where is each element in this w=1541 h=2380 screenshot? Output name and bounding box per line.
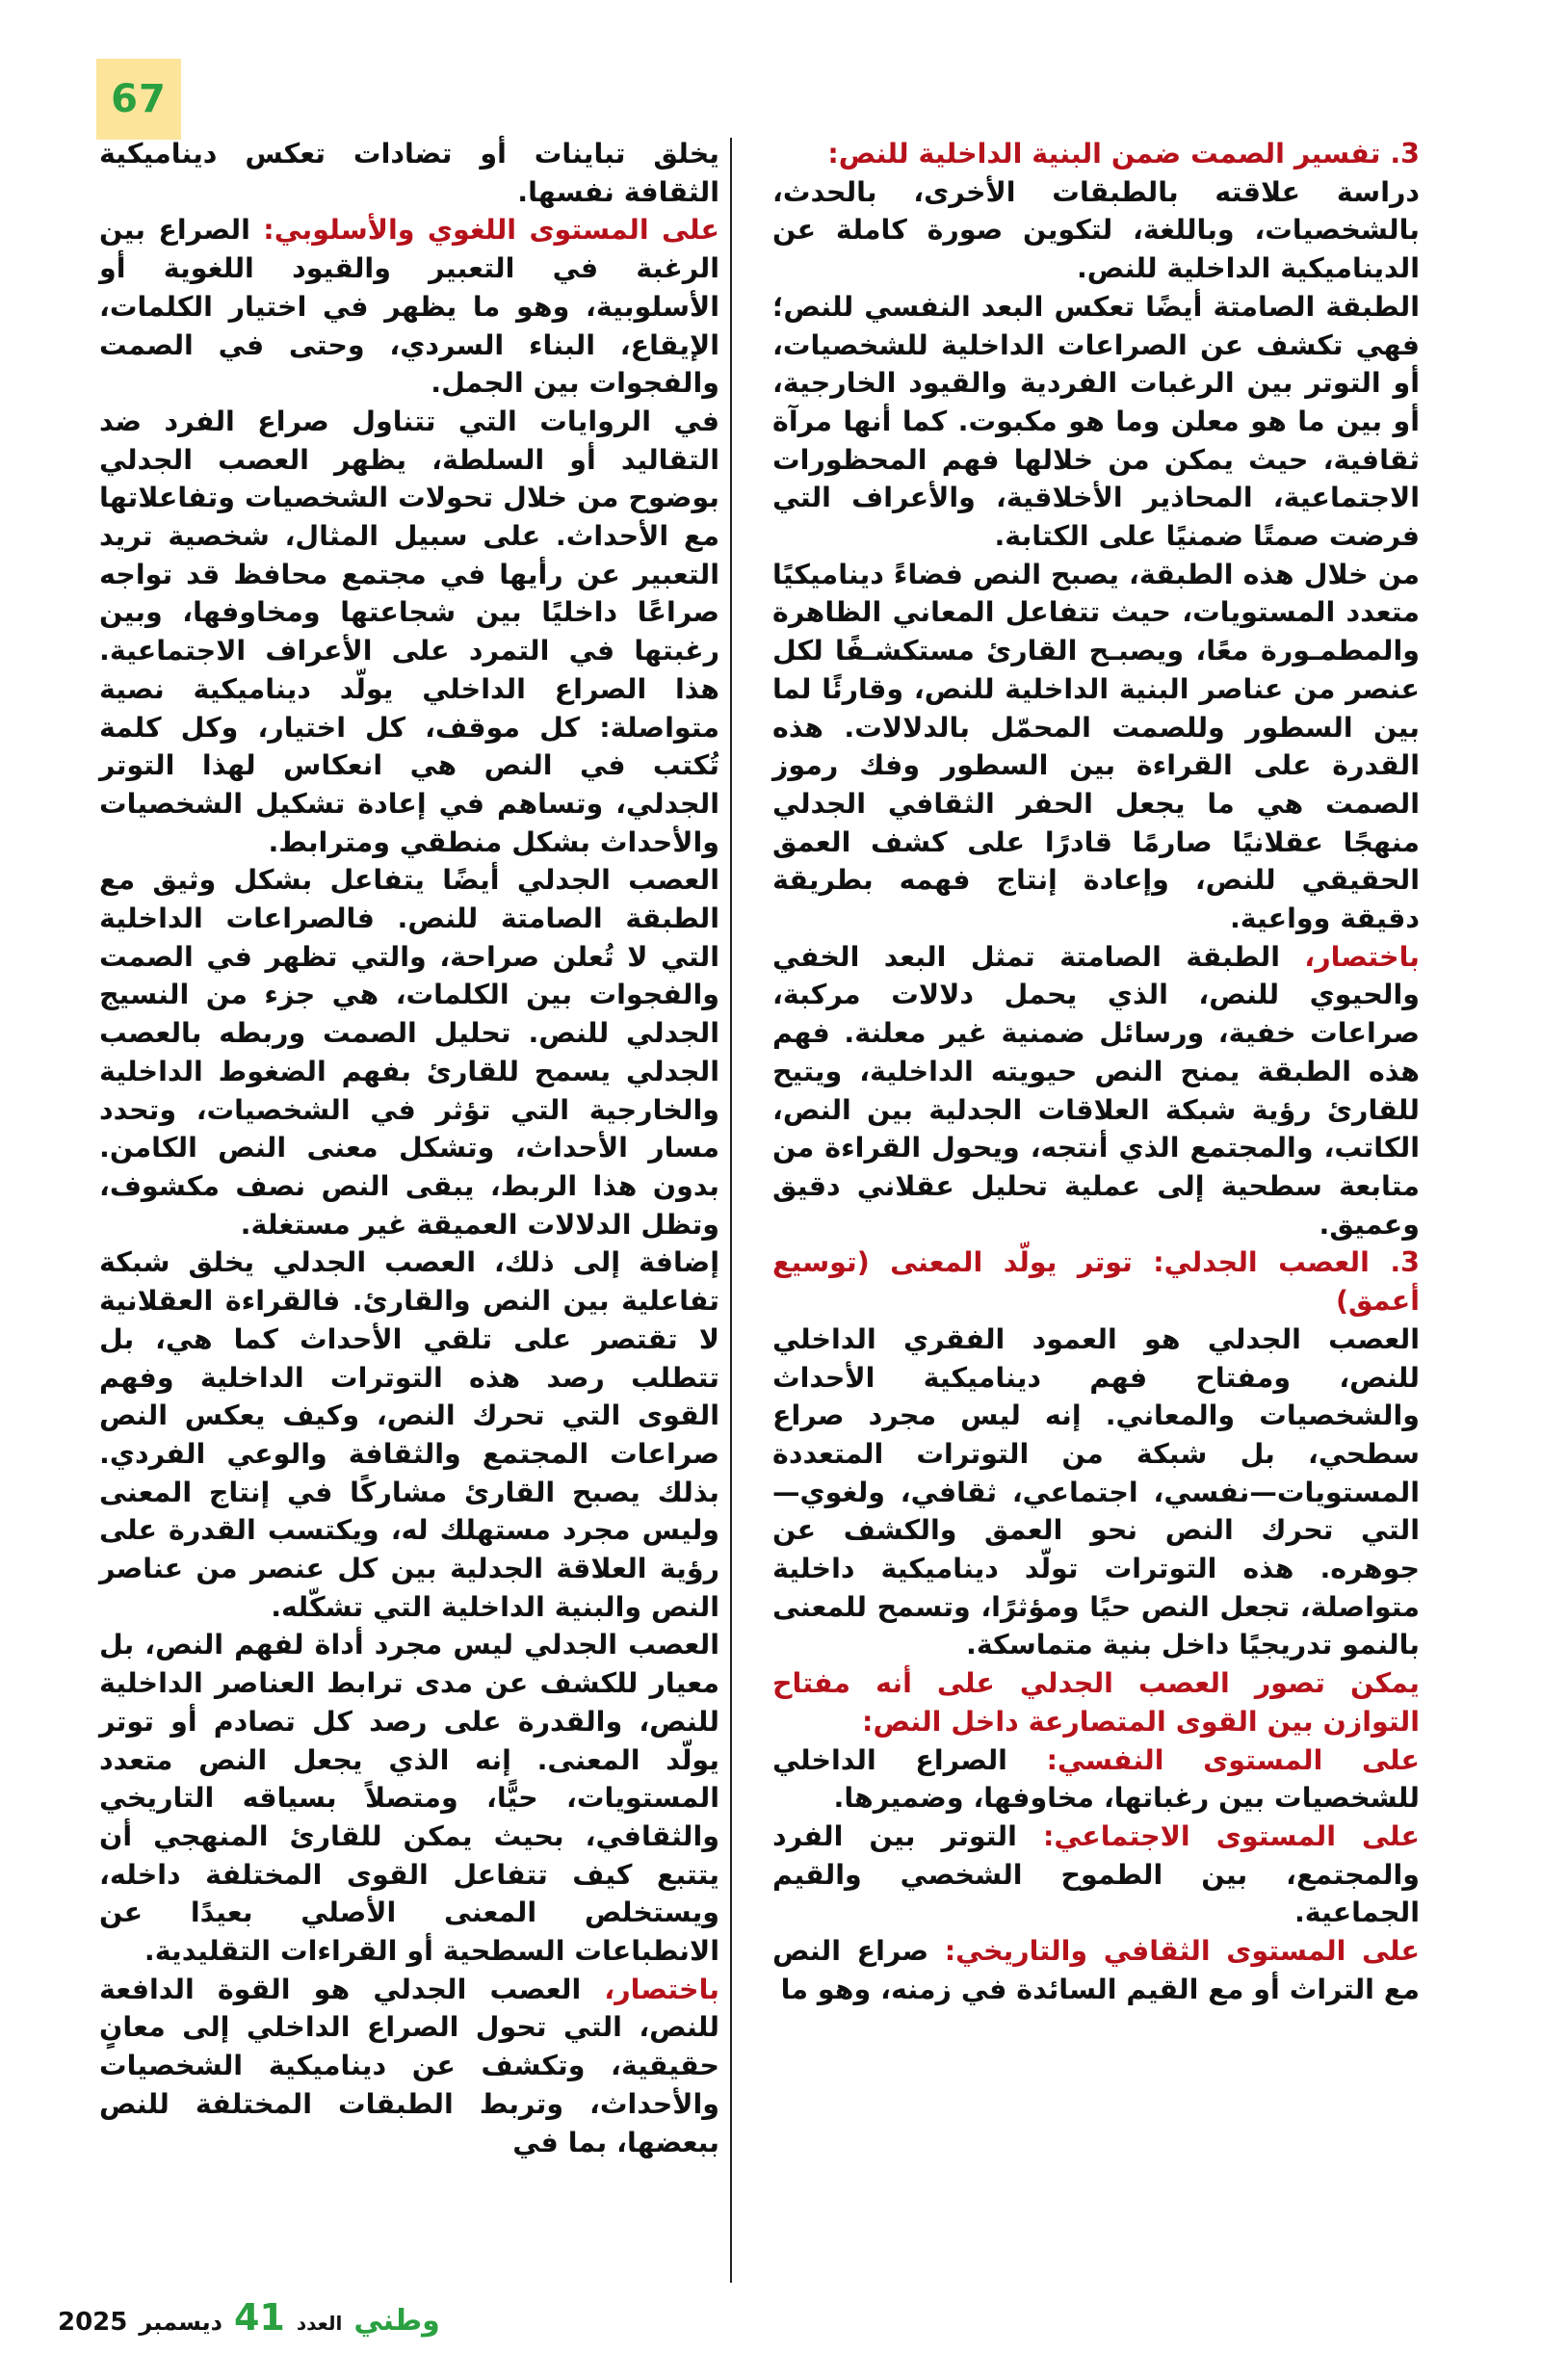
paragraph bbox=[772, 1321, 1420, 1664]
page-number: 67 bbox=[111, 77, 167, 121]
paragraph-text: دراسة علاقته بالطبقات الأخرى، بالحدث، بالشخصيات، وباللغة، لتكوين صورة كاملة عن الديناميكية الداخلية للنص. bbox=[772, 175, 1420, 285]
paragraph-text: الصراع بين الرغبة في التعبير والقيود اللغوية أو الأسلوبية، وهو ما يظهر في اختيار الكلمات، الإيقاع، البناء السردي، وحتى في الصمت والفجوات بين الجمل. bbox=[99, 214, 719, 400]
paragraph bbox=[99, 403, 719, 861]
paragraph-lead: على المستوى الثقافي والتاريخي: bbox=[944, 1935, 1420, 1968]
paragraph-lead: على المستوى اللغوي والأسلوبي: bbox=[263, 214, 719, 247]
paragraph-text: العصب الجدلي هو القوة الدافعة للنص، التي تحول الصراع الداخلي إلى معانٍ حقيقية، وتكشف عن ديناميكية الشخصيات والأحداث، وتربط الطبقات المختلفة للنص ببعضها، بما في bbox=[99, 1973, 719, 2158]
page-footer bbox=[58, 2296, 440, 2339]
paragraph-text: يخلق تباينات أو تضادات تعكس ديناميكية الثقافة نفسها. bbox=[99, 138, 719, 208]
page-number-badge bbox=[96, 59, 181, 140]
paragraph bbox=[99, 211, 719, 403]
paragraph-text: التوتر بين الفرد والمجتمع، بين الطموح الشخصي والقيم الجماعية. bbox=[772, 1819, 1420, 1929]
paragraph-text: الطبقة الصامتة أيضًا تعكس البعد النفسي للنص؛ فهي تكشف عن الصراعات الداخلية للشخصيات، أو التوتر بين الرغبات الفردية والقيود الخارجية، أو بين ما هو معلن وما هو مكبوت. كما أنها مرآة ثقافية، حيث يمكن من خلالها فهم المحظورات الاجتماعية، المحاذير الأخلاقية، والأعراف التي فرضت صمتًا ضمنيًا على الكتابة. bbox=[772, 290, 1420, 553]
section-heading: 3. تفسير الصمت ضمن البنية الداخلية للنص: bbox=[827, 138, 1420, 170]
magazine-brand: وطني bbox=[353, 2304, 440, 2338]
paragraph bbox=[99, 1243, 719, 1626]
paragraph bbox=[99, 861, 719, 1243]
paragraph bbox=[99, 1626, 719, 1970]
paragraph bbox=[772, 173, 1420, 288]
paragraph-lead: باختصار، bbox=[604, 1973, 719, 2005]
paragraph bbox=[772, 938, 1420, 1244]
paragraph bbox=[772, 1741, 1420, 1818]
paragraph bbox=[99, 1971, 719, 2162]
column-divider bbox=[730, 138, 732, 2283]
issue-label: العدد bbox=[296, 2312, 343, 2335]
paragraph bbox=[772, 135, 1420, 173]
paragraph-lead: على المستوى الاجتماعي: bbox=[1043, 1819, 1420, 1852]
paragraph-text: إضافة إلى ذلك، العصب الجدلي يخلق شبكة تفاعلية بين النص والقارئ. فالقراءة العقلانية لا تقتصر على تلقي الأحداث كما هي، بل تتطلب رصد هذه التوترات الداخلية وفهم القوى التي تحرك النص، وكيف يعكس النص صراعات المجتمع والثقافة والوعي الفردي. بذلك يصبح القارئ مشاركًا في إنتاج المعنى وليس مجرد مستهلك له، ويكتسب القدرة على رؤية العلاقة الجدلية بين كل عنصر من عناصر النص والبنية الداخلية التي تشكّله. bbox=[99, 1246, 719, 1623]
article-column-left bbox=[99, 135, 719, 2161]
paragraph bbox=[772, 1818, 1420, 1932]
paragraph-text: العصب الجدلي ليس مجرد أداة لفهم النص، بل معيار للكشف عن مدى ترابط العناصر الداخلية للنص، والقدرة على رصد كل تصادم أو توتر يولّد المعنى. إنه الذي يجعل النص متعدد المستويات، حيًّا، ومتصلاً بسياقه التاريخي والثقافي، بحيث يمكن للقارئ المنهجي أن يتتبع كيف تتفاعل القوى المختلفة داخله، ويستخلص المعنى الأصلي بعيدًا عن الانطباعات السطحية أو القراءات التقليدية. bbox=[99, 1629, 719, 1968]
paragraph bbox=[99, 135, 719, 211]
paragraph-text: في الروايات التي تتناول صراع الفرد ضد التقاليد أو السلطة، يظهر العصب الجدلي بوضوح من خلال تحولات الشخصيات وتفاعلاتها مع الأحداث. على سبيل المثال، شخصية تريد التعبير عن رأيها في مجتمع محافظ قد تواجه صراعًا داخليًا بين شجاعتها ومخاوفها، وبين رغبتها في التمرد على الأعراف الاجتماعية. هذا الصراع الداخلي يولّد ديناميكية نصية متواصلة: كل موقف، كل اختيار، وكل كلمة تُكتب في النص هي انعكاس لهذا التوتر الجدلي، وتساهم في إعادة تشكيل الشخصيات والأحداث بشكل منطقي ومترابط. bbox=[99, 405, 719, 858]
issue-year: 2025 bbox=[58, 2308, 128, 2337]
paragraph bbox=[772, 1243, 1420, 1320]
paragraph-text: العصب الجدلي أيضًا يتفاعل بشكل وثيق مع الطبقة الصامتة للنص. فالصراعات الداخلية التي لا تُعلن صراحة، والتي تظهر في الصمت والفجوات بين الكلمات، هي جزء من النسيج الجدلي للنص. تحليل الصمت وربطه بالعصب الجدلي يسمح للقارئ بفهم الضغوط الداخلية والخارجية التي تؤثر في الشخصيات، وتحدد مسار الأحداث، وتشكل معنى النص الكامن. بدون هذا الربط، يبقى النص نصف مكشوف، وتظل الدلالات العميقة غير مستغلة. bbox=[99, 864, 719, 1241]
paragraph bbox=[772, 1664, 1420, 1740]
paragraph-text: العصب الجدلي هو العمود الفقري الداخلي للنص، ومفتاح فهم ديناميكية الأحداث والشخصيات والمعاني. إنه ليس مجرد صراع سطحي، بل شبكة من التوترات المتعددة المستويات—نفسي، اجتماعي، ثقافي، ولغوي—التي تحرك النص نحو العمق والكشف عن جوهره. هذه التوترات تولّد ديناميكية داخلية متواصلة، تجعل النص حيًا ومؤثرًا، وتسمح للمعنى بالنمو تدريجيًا داخل بنية متماسكة. bbox=[772, 1322, 1420, 1661]
paragraph-text: من خلال هذه الطبقة، يصبح النص فضاءً ديناميكيًا متعدد المستويات، حيث تتفاعل المعاني الظاهرة والمطمـورة معًا، ويصبـح القارئ مستكشـفًا لكل عنصر من عناصر البنية الداخلية للنص، وقارئًا لما بين السطور وللصمت المحمّل بالدلالات. هذه القدرة على القراءة بين السطور وفك رموز الصمت هي ما يجعل الحفر الثقافي الجدلي منهجًا عقلانيًا صارمًا قادرًا على كشف العمق الحقيقي للنص، وإعادة إنتاج فهمه بطريقة دقيقة وواعية. bbox=[772, 558, 1420, 935]
section-heading: يمكن تصور العصب الجدلي على أنه مفتاح التوازن بين القوى المتصارعة داخل النص: bbox=[772, 1667, 1420, 1738]
section-heading: 3. العصب الجدلي: توتر يولّد المعنى (توسيع أعمق) bbox=[772, 1246, 1420, 1318]
article-column-right bbox=[772, 135, 1420, 2008]
paragraph-text: الصراع الداخلي للشخصيات بين رغباتها، مخاوفها، وضميرها. bbox=[772, 1743, 1420, 1815]
paragraph-lead: على المستوى النفسي: bbox=[1046, 1743, 1420, 1776]
issue-number: 41 bbox=[233, 2296, 285, 2339]
issue-month: ديسمبر bbox=[139, 2309, 222, 2336]
paragraph bbox=[772, 556, 1420, 938]
paragraph bbox=[772, 1932, 1420, 2008]
paragraph-text: الطبقة الصامتة تمثل البعد الخفي والحيوي للنص، الذي يحمل دلالات مركبة، صراعات خفية، ورسائل ضمنية غير معلنة. فهم هذه الطبقة يمنح النص حيويته الداخلية، ويتيح للقارئ رؤية شبكة العلاقات الجدلية بين النص، الكاتب، والمجتمع الذي أنتجه، ويحول القراءة من متابعة سطحية إلى عملية تحليل عقلاني دقيق وعميق. bbox=[772, 940, 1420, 1241]
paragraph-lead: باختصار، bbox=[1304, 940, 1420, 973]
paragraph bbox=[772, 288, 1420, 556]
paragraph-text: صراع النص مع التراث أو مع القيم السائدة في زمنه، وهو ما bbox=[772, 1935, 1420, 2005]
